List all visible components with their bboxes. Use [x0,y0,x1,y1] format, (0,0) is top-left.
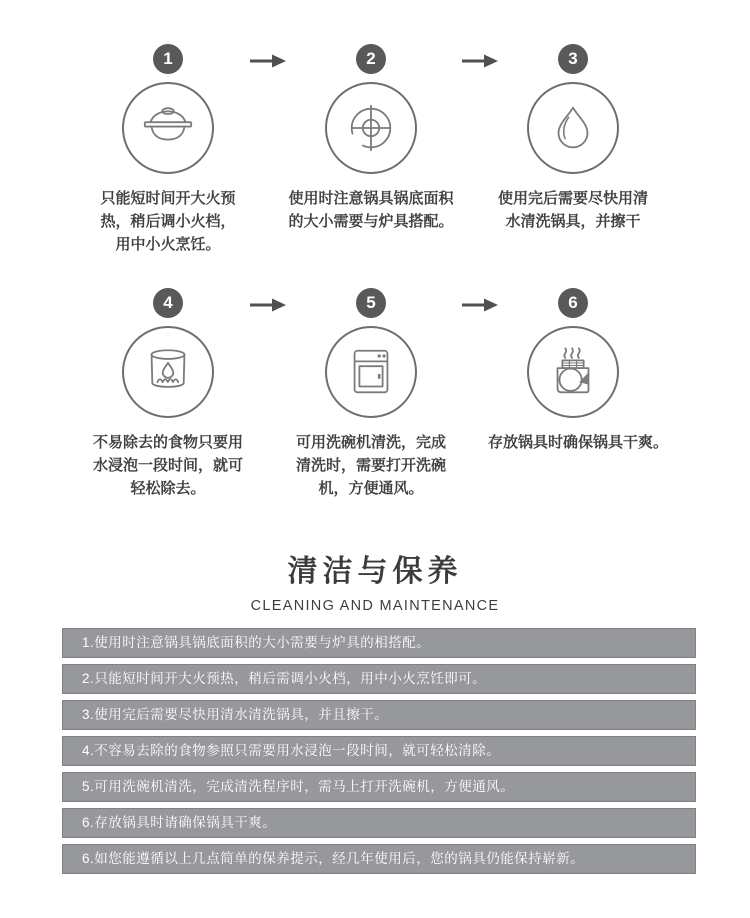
arrow-right-icon [250,54,286,68]
page-title: 清洁与保养 [287,555,463,588]
step-caption: 不易除去的食物只要用水浸泡一段时间，就可轻松除去。 [92,434,243,497]
arrow-right-icon [462,54,498,68]
dishwasher-icon [342,343,400,401]
step-caption: 存放锅具时确保锅具干爽。 [487,434,668,451]
step-number-badge: 5 [356,288,386,318]
step-number-badge: 2 [356,44,386,74]
step-4 [63,288,273,500]
step-icon-circle [325,326,417,418]
arrow-right-icon [462,298,498,312]
step-number-badge: 6 [558,288,588,318]
tip-bar: 2.只能短时间开大火预热，稍后需调小火档，用中小火烹饪即可。 [62,664,696,694]
step-caption: 使用完后需要尽快用清水清洗锅具，并擦干 [497,190,648,230]
tip-bar: 4.不容易去除的食物参照只需要用水浸泡一段时间，就可轻松清除。 [62,736,696,766]
tip-bar: 3.使用完后需要尽快用清水清洗锅具，并且擦干。 [62,700,696,730]
dry-storage-icon [544,343,602,401]
step-caption: 可用洗碗机清洗，完成清洗时，需要打开洗碗机，方便通风。 [295,434,446,497]
step-number-badge: 1 [153,44,183,74]
step-caption: 只能短时间开大火预热，稍后调小火档，用中小火烹饪。 [100,190,236,253]
tips-list [62,628,696,880]
pot-with-lid-icon [139,99,197,157]
step-2 [266,44,476,233]
step-5 [266,288,476,500]
step-caption: 使用时注意锅具锅底面积的大小需要与炉具搭配。 [288,190,454,230]
arrow-right-icon [250,298,286,312]
section-title-block [0,546,750,614]
step-icon-circle [527,82,619,174]
step-icon-circle [325,82,417,174]
step-1 [63,44,273,256]
tip-bar: 5.可用洗碗机清洗，完成清洗程序时，需马上打开洗碗机，方便通风。 [62,772,696,802]
tip-bar: 6.存放锅具时请确保锅具干爽。 [62,808,696,838]
step-3 [468,44,678,233]
step-icon-circle [122,82,214,174]
page-subtitle: CLEANING AND MAINTENANCE [250,598,500,614]
stove-burner-icon [342,99,400,157]
step-6 [468,288,678,454]
step-number-badge: 4 [153,288,183,318]
water-drop-icon [544,99,602,157]
step-icon-circle [527,326,619,418]
tip-bar: 1.使用时注意锅具锅底面积的大小需要与炉具的相搭配。 [62,628,696,658]
step-icon-circle [122,326,214,418]
soaking-container-icon [139,343,197,401]
tip-bar: 6.如您能遵循以上几点简单的保养提示，经几年使用后，您的锅具仍能保持崭新。 [62,844,696,874]
step-number-badge: 3 [558,44,588,74]
